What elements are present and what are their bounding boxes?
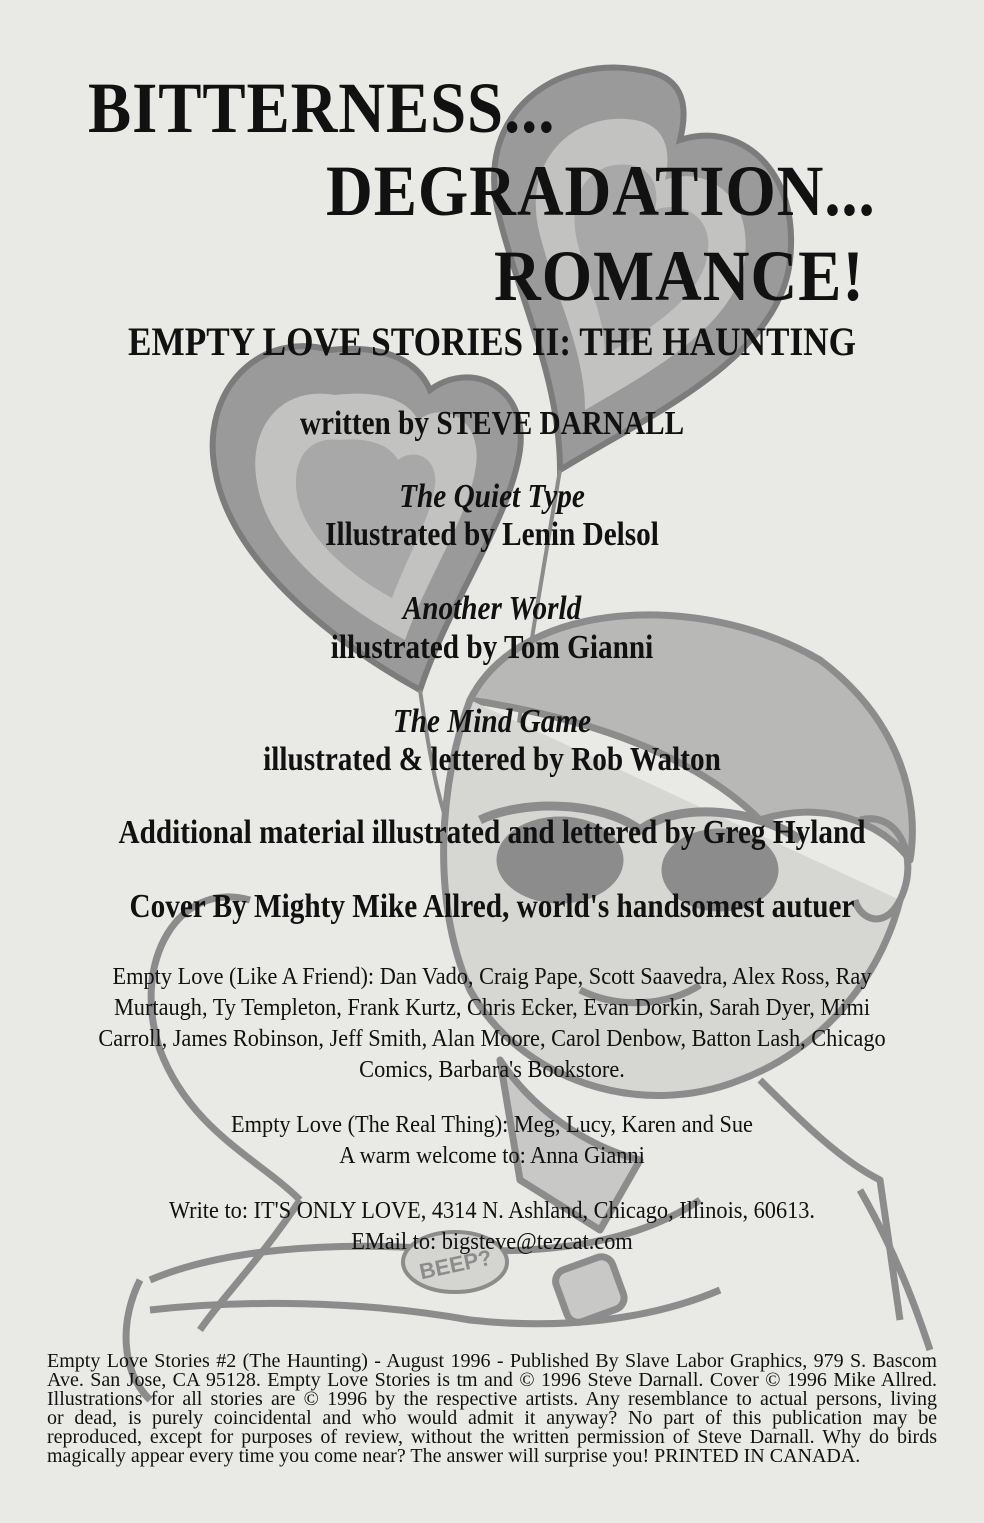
- thanks-real: Empty Love (The Real Thing): Meg, Lucy, Karen and Sue: [231, 1112, 753, 1138]
- indicia: [47, 1352, 937, 1466]
- indicia-line: Illustrations for all stories are © 1996 by the respective artists. Any resemblance to actual persons, living: [47, 1388, 937, 1410]
- speech-balloon-text: BEEP?: [417, 1244, 494, 1285]
- thanks-line: Empty Love (Like A Friend): Dan Vado, Craig Pape, Scott Saavedra, Alex Ross, Ray: [112, 964, 872, 990]
- thanks-line: Murtaugh, Ty Templeton, Frank Kurtz, Chris Ecker, Evan Dorkin, Sarah Dyer, Mimi: [113, 995, 871, 1021]
- indicia-line: Empty Love Stories #2 (The Haunting) - August 1996 - Published By Slave Labor Graphics, 979 S. Bascom: [47, 1350, 937, 1372]
- writer-credit: written by STEVE DARNALL: [299, 405, 685, 442]
- cover-credit: Cover By Mighty Mike Allred, world's handsomest autuer: [129, 888, 855, 925]
- mailing-address: Write to: IT'S ONLY LOVE, 4314 N. Ashland, Chicago, Illinois, 60613.: [168, 1198, 816, 1224]
- thanks-line: Carroll, James Robinson, Jeff Smith, Alan Moore, Carol Denbow, Batton Lash, Chicago: [98, 1026, 886, 1052]
- indicia-line: reproduced, except for purposes of review, without the written permission of Steve Darnall. Why do birds: [47, 1426, 937, 1448]
- indicia-line: Ave. San Jose, CA 95128. Empty Love Stories is tm and © 1996 Steve Darnall. Cover © 1996 Mike Allred.: [47, 1369, 937, 1391]
- headline-line-2: DEGRADATION...: [326, 151, 876, 231]
- story-title: The Quiet Type: [399, 478, 585, 515]
- story-title: Another World: [402, 590, 582, 627]
- headline-line-3: ROMANCE!: [494, 236, 865, 316]
- book-title: EMPTY LOVE STORIES II: THE HAUNTING: [128, 319, 856, 364]
- story-credit: illustrated by Tom Gianni: [330, 629, 654, 666]
- welcome-note: A warm welcome to: Anna Gianni: [339, 1143, 645, 1169]
- story-title: The Mind Game: [392, 703, 592, 740]
- story-credit: illustrated & lettered by Rob Walton: [263, 741, 721, 778]
- thanks-line: Comics, Barbara's Bookstore.: [359, 1057, 625, 1083]
- indicia-line: magically appear every time you come near? The answer will surprise you! PRINTED IN CANADA.: [47, 1445, 861, 1467]
- additional-credit: Additional material illustrated and lettered by Greg Hyland: [118, 814, 866, 851]
- headline-line-1: BITTERNESS...: [88, 68, 556, 148]
- thanks-friends: [92, 962, 892, 1086]
- indicia-line: or dead, is purely coincidental and who would admit it anyway? No part of this publication may be: [47, 1407, 937, 1429]
- email-address: EMail to: bigsteve@tezcat.com: [351, 1229, 633, 1255]
- story-credit: Illustrated by Lenin Delsol: [325, 516, 659, 553]
